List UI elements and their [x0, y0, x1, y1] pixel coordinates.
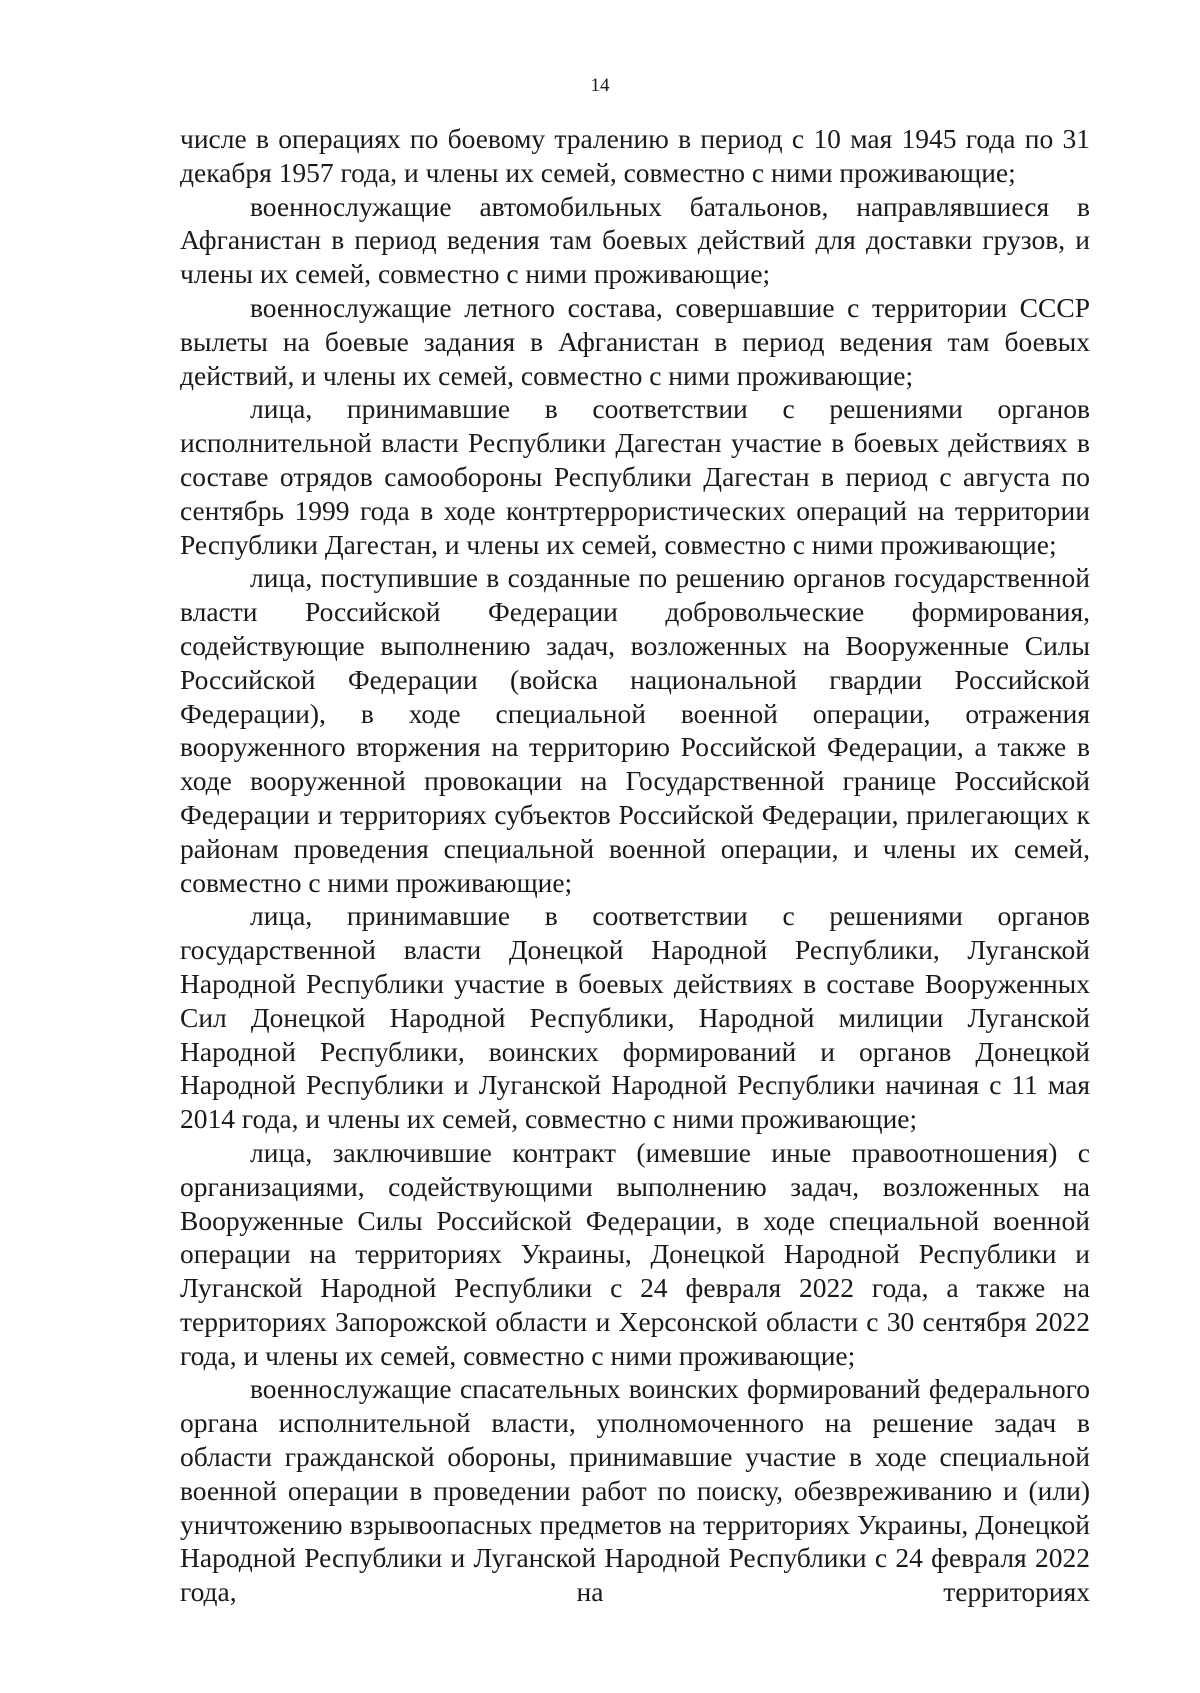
- page-number: 14: [590, 75, 610, 96]
- document-body: [180, 122, 1090, 1609]
- paragraph-dagestan-self-defense: лица, принимавшие в соответствии с решениями органов исполнительной власти Республики Дагестан участие в боевых действиях в составе отрядов самообороны Республики Дагестан в период с августа по сентябрь 1999 года в ходе контртеррористических операций на территории Республики Дагестан, и члены их семей, совместно с ними проживающие;: [180, 393, 1090, 560]
- paragraph-rescue-formations: военнослужащие спасательных воинских формирований федерального органа исполнительной власти, уполномоченного на решение задач в области гражданской обороны, принимавшие участие в ходе специальной военной операции в проведении работ по поиску, обезвреживанию и (или) уничтожению взрывоопасных предметов на территориях Украины, Донецкой Народной Республики и Луганской Народной Республики с 24 февраля 2022 года, на территориях: [180, 1373, 1090, 1608]
- paragraph-automobile-battalions: военнослужащие автомобильных батальонов, направлявшиеся в Афганистан в период ведения там боевых действий для доставки грузов, и члены их семей, совместно с ними проживающие;: [180, 190, 1090, 290]
- paragraph-contract-organizations: лица, заключившие контракт (имевшие иные правоотношения) с организациями, содействующими выполнению задач, возложенных на Вооруженные Силы Российской Федерации, в ходе специальной военной операции на территориях Украины, Донецкой Народной Республики и Луганской Народной Республики с 24 февраля 2022 года, а также на территориях Запорожской области и Херсонской области с 30 сентября 2022 года, и члены их семей, совместно с ними проживающие;: [180, 1136, 1090, 1371]
- paragraph-dpr-lpr-forces: лица, принимавшие в соответствии с решениями органов государственной власти Донецкой Народной Республики, Луганской Народной Республики участие в боевых действиях в составе Вооруженных Сил Донецкой Народной Республики, Народной милиции Луганской Народной Республики, воинских формирований и органов Донецкой Народной Республики и Луганской Народной Республики начиная с 11 мая 2014 года, и члены их семей, совместно с ними проживающие;: [180, 900, 1090, 1135]
- paragraph-flight-crew: военнослужащие летного состава, совершавшие с территории СССР вылеты на боевые задания в Афганистан в период ведения там боевых действий, и члены их семей, совместно с ними проживающие;: [180, 291, 1090, 391]
- paragraph-continuation: числе в операциях по боевому тралению в период с 10 мая 1945 года по 31 декабря 1957 года, и члены их семей, совместно с ними проживающие;: [180, 123, 1090, 188]
- paragraph-volunteer-formations: лица, поступившие в созданные по решению органов государственной власти Российской Федерации добровольческие формирования, содействующие выполнению задач, возложенных на Вооруженные Силы Российской Федерации (войска национальной гвардии Российской Федерации), в ходе специальной военной операции, отражения вооруженного вторжения на территорию Российской Федерации, а также в ходе вооруженной провокации на Государственной границе Российской Федерации и территориях субъектов Российской Федерации, прилегающих к районам проведения специальной военной операции, и члены их семей, совместно с ними проживающие;: [180, 562, 1090, 898]
